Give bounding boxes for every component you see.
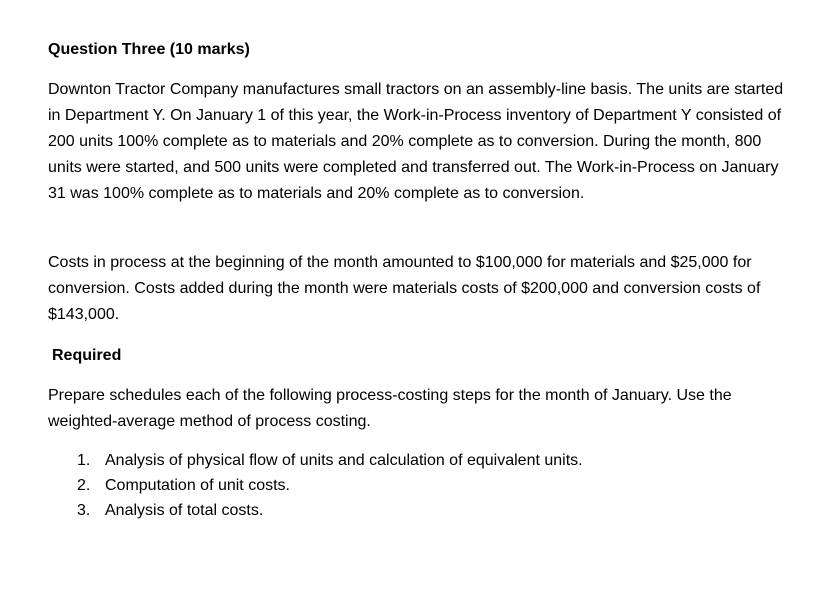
list-item-number: 1.	[77, 452, 91, 469]
list-item	[77, 473, 583, 498]
question-title: Question Three (10 marks)	[48, 41, 250, 58]
list-item-text: Analysis of physical flow of units and calculation of equivalent units.	[105, 452, 583, 469]
costs-paragraph: Costs in process at the beginning of the month amounted to $100,000 for materials and $25,000 for conversion. Costs added during the month were materials costs of $200,000 and conversion costs of $143,000.	[48, 254, 761, 323]
list-item-number: 2.	[77, 477, 91, 494]
list-item-text: Computation of unit costs.	[105, 477, 290, 494]
list-item-text: Analysis of total costs.	[105, 502, 264, 519]
steps-list	[77, 448, 583, 523]
scenario-paragraph: Downton Tractor Company manufactures small tractors on an assembly-line basis. The units are started in Department Y. On January 1 of this year, the Work-in-Process inventory of Department Y consisted of 200 units 100% complete as to materials and 20% complete as to conversion. During the month, 800 units were started, and 500 units were completed and transferred out. The Work-in-Process on January 31 was 100% complete as to materials and 20% complete as to conversion.	[48, 81, 784, 202]
required-heading: Required	[52, 347, 122, 364]
list-item	[77, 498, 583, 523]
list-item	[77, 448, 583, 473]
instruction-paragraph: Prepare schedules each of the following process-costing steps for the month of January. Use the weighted-average method of process costing.	[48, 387, 732, 430]
list-item-number: 3.	[77, 502, 91, 519]
